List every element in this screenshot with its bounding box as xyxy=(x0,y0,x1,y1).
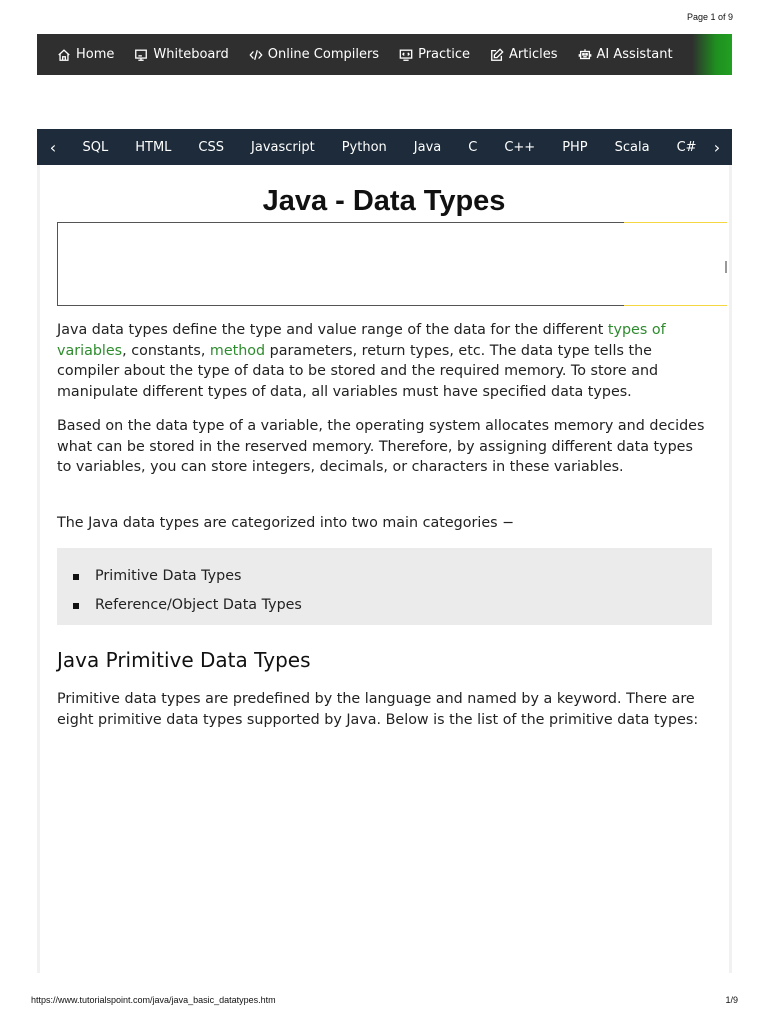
practice-icon xyxy=(399,48,413,62)
link-types-of-variables[interactable]: types of variables xyxy=(57,322,666,359)
nav-fade-accent xyxy=(692,34,732,75)
bullet-icon xyxy=(73,603,79,609)
lang-tab-php[interactable]: PHP xyxy=(562,139,588,155)
categories-list xyxy=(57,548,712,625)
ad-highlight-border xyxy=(624,222,727,306)
page-title: Java - Data Types xyxy=(262,185,506,217)
scroll-left-icon[interactable]: ‹ xyxy=(49,137,57,157)
scroll-right-glyph: › xyxy=(713,137,721,157)
list-item xyxy=(57,591,712,620)
nav-home[interactable] xyxy=(37,34,124,75)
nav-whiteboard[interactable] xyxy=(124,34,238,75)
footer-page-number: 1/9 xyxy=(725,995,738,1005)
lang-tab-java[interactable]: Java xyxy=(413,139,442,155)
ad-marker xyxy=(725,261,727,273)
list-item xyxy=(57,562,712,591)
category-primitive: Primitive Data Types xyxy=(95,568,242,584)
primitive-paragraph: Primitive data types are predefined by the language and named by a keyword. There are eight primitive data types supported by Java. Below is the list of the primitive data types: xyxy=(57,691,699,728)
nav-articles[interactable] xyxy=(480,34,567,75)
nav-online-compilers-label: Online Compilers xyxy=(267,47,380,62)
intro-paragraph xyxy=(57,320,707,402)
nav-ai-assistant[interactable] xyxy=(568,34,683,75)
page-counter: Page 1 of 9 xyxy=(686,12,733,22)
ad-placeholder xyxy=(57,222,727,306)
nav-online-compilers[interactable] xyxy=(239,34,389,75)
intro-text-1: Java data types define the type and value range of the data for the different xyxy=(57,322,608,338)
top-navigation-bar xyxy=(37,34,732,75)
lang-tab-javascript[interactable]: Javascript xyxy=(251,139,315,155)
lang-tab-c[interactable]: C xyxy=(468,139,478,155)
edit-icon xyxy=(490,48,504,62)
lang-tab-html[interactable]: HTML xyxy=(135,139,172,155)
lang-tab-cpp[interactable]: C++ xyxy=(504,139,536,155)
intro-text-2: , constants, xyxy=(122,342,210,359)
link-method[interactable]: method xyxy=(209,342,266,359)
nav-ai-assistant-label: AI Assistant xyxy=(596,47,673,62)
bullet-icon xyxy=(73,574,79,580)
nav-home-label: Home xyxy=(76,47,115,62)
robot-icon xyxy=(578,48,592,62)
nav-articles-label: Articles xyxy=(509,47,558,62)
lang-tab-scala[interactable]: Scala xyxy=(614,139,650,155)
intro-text-3: parameters, return types, etc. The data type tells the compiler about the type of data to be stored and the required memory. To store and manipulate different types of data, all variables must have specified data types. xyxy=(57,342,659,400)
lang-tab-python[interactable]: Python xyxy=(341,139,387,155)
lang-tab-csharp[interactable]: C# xyxy=(676,139,697,155)
lang-tab-css[interactable]: CSS xyxy=(198,139,225,155)
footer-url: https://www.tutorialspoint.com/java/java_basic_datatypes.htm xyxy=(31,995,276,1005)
nav-practice-label: Practice xyxy=(418,47,471,62)
language-tabs-bar xyxy=(37,129,732,165)
nav-practice[interactable] xyxy=(389,34,480,75)
nav-whiteboard-label: Whiteboard xyxy=(153,47,229,62)
memory-paragraph: Based on the data type of a variable, the operating system allocates memory and decides what can be stored in the reserved memory. Therefore, by assigning different data types to variables, you can store integers, decimals, or characters in these variables. xyxy=(57,418,705,476)
code-icon xyxy=(249,48,263,62)
home-icon xyxy=(57,48,71,62)
category-reference: Reference/Object Data Types xyxy=(95,597,302,613)
scroll-right-icon[interactable] xyxy=(702,129,732,165)
lang-tab-sql[interactable]: SQL xyxy=(82,139,109,155)
section-heading-primitive: Java Primitive Data Types xyxy=(57,648,311,672)
whiteboard-icon xyxy=(134,48,148,62)
categories-intro: The Java data types are categorized into two main categories − xyxy=(57,515,515,531)
